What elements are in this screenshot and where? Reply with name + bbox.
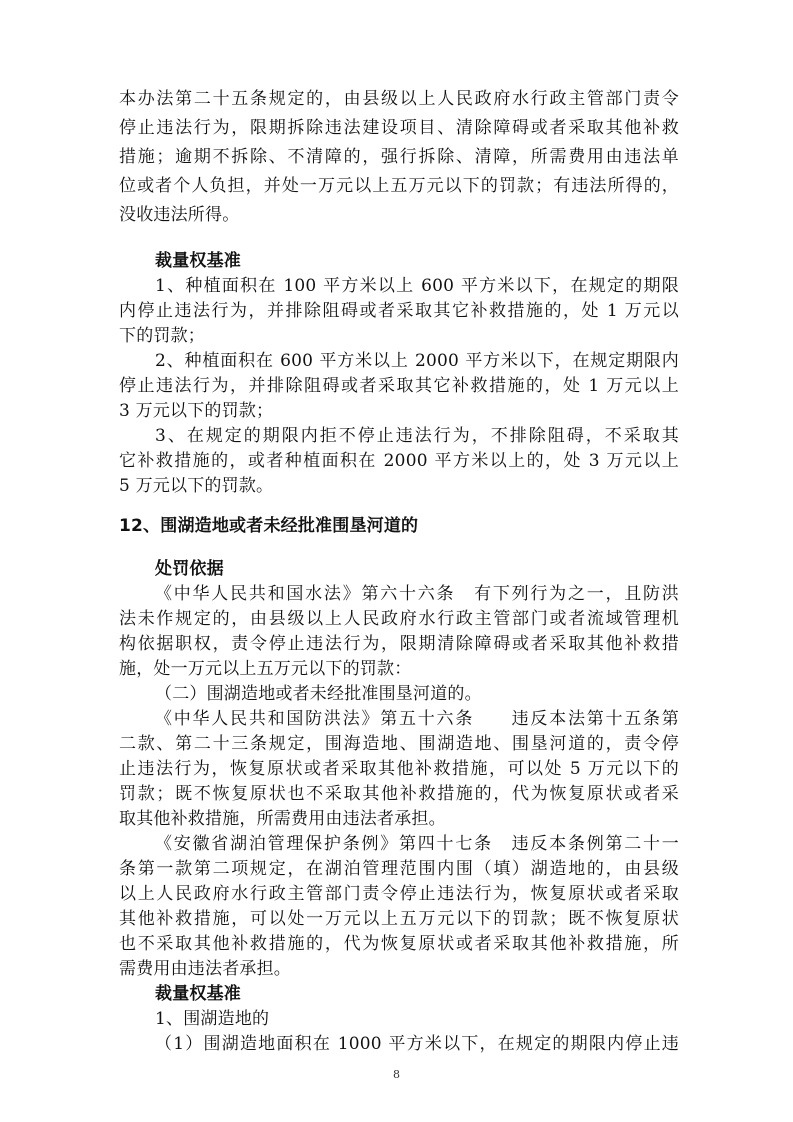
page-number: 8	[393, 1068, 400, 1081]
text-line: 《中华人民共和国水法》第六十六条 有下列行为之一，且防洪	[155, 584, 679, 604]
text-line: 《安徽省湖泊管理保护条例》第四十七条 违反本条例第二十一	[155, 834, 679, 854]
section-heading: 裁量权基准	[155, 984, 241, 1004]
text-line: （二）围湖造地或者未经批准围垦河道的。	[155, 684, 482, 704]
text-line: 以上人民政府水行政主管部门责令停止违法行为，恢复原状或者采取	[119, 884, 679, 904]
text-line: 停止违法行为，并排除阻碍或者采取其它补救措施的，处 1 万元以上	[119, 376, 679, 396]
text-line: 停止违法行为，限期拆除违法建设项目、清除障碍或者采取其他补救	[119, 118, 679, 138]
text-line: 需费用由违法者承担。	[119, 959, 291, 979]
text-line: 止违法行为，恢复原状或者采取其他补救措施，可以处 5 万元以下的	[119, 759, 679, 779]
text-line: 5 万元以下的罚款。	[119, 476, 274, 496]
text-line: 措施；逾期不拆除、不清障的，强行拆除、清障，所需费用由违法单	[119, 147, 679, 167]
text-line: 二款、第二十三条规定，围海造地、围湖造地、围垦河道的，责令停	[119, 734, 679, 754]
text-line: 其他补救措施，可以处一万元以上五万元以下的罚款；既不恢复原状	[119, 909, 679, 929]
text-line: （1）围湖造地面积在 1000 平方米以下，在规定的期限内停止违	[155, 1034, 679, 1054]
text-line: 法未作规定的，由县级以上人民政府水行政主管部门或者流域管理机	[119, 609, 679, 629]
text-line: 3、在规定的期限内拒不停止违法行为，不排除阻碍，不采取其	[155, 426, 679, 446]
text-line: 3 万元以下的罚款；	[119, 401, 274, 421]
text-line: 它补救措施的，或者种植面积在 2000 平方米以上的，处 3 万元以上	[119, 451, 679, 471]
text-line: 1、围湖造地的	[155, 1009, 270, 1029]
text-line: 没收违法所得。	[119, 205, 240, 225]
text-line: 罚款；既不恢复原状也不采取其他补救措施的，代为恢复原状或者采	[119, 784, 679, 804]
text-line: 构依据职权，责令停止违法行为，限期清除障碍或者采取其他补救措	[119, 634, 679, 654]
text-line: 《中华人民共和国防洪法》第五十六条 违反本法第十五条第	[155, 709, 679, 729]
text-line: 位或者个人负担，并处一万元以上五万元以下的罚款；有违法所得的，	[119, 176, 679, 196]
text-line: 内停止违法行为，并排除阻碍或者采取其它补救措施的，处 1 万元以	[119, 301, 679, 321]
text-line: 本办法第二十五条规定的，由县级以上人民政府水行政主管部门责令	[119, 89, 679, 109]
text-line: 1、种植面积在 100 平方米以上 600 平方米以下，在规定的期限	[155, 276, 679, 296]
text-line: 也不采取其他补救措施的，代为恢复原状或者采取其他补救措施，所	[119, 934, 679, 954]
text-line: 下的罚款；	[119, 326, 205, 346]
text-line: 2、种植面积在 600 平方米以上 2000 平方米以下，在规定期限内	[155, 351, 679, 371]
section-heading: 处罚依据	[155, 559, 224, 579]
section-heading: 裁量权基准	[155, 251, 241, 271]
text-line: 条第一款第二项规定，在湖泊管理范围内围（填）湖造地的，由县级	[119, 859, 679, 879]
text-line: 取其他补救措施，所需费用由违法者承担。	[119, 809, 446, 829]
item-heading: 12、围湖造地或者未经批准围垦河道的	[119, 516, 419, 536]
text-line: 施，处一万元以上五万元以下的罚款：	[119, 659, 412, 679]
